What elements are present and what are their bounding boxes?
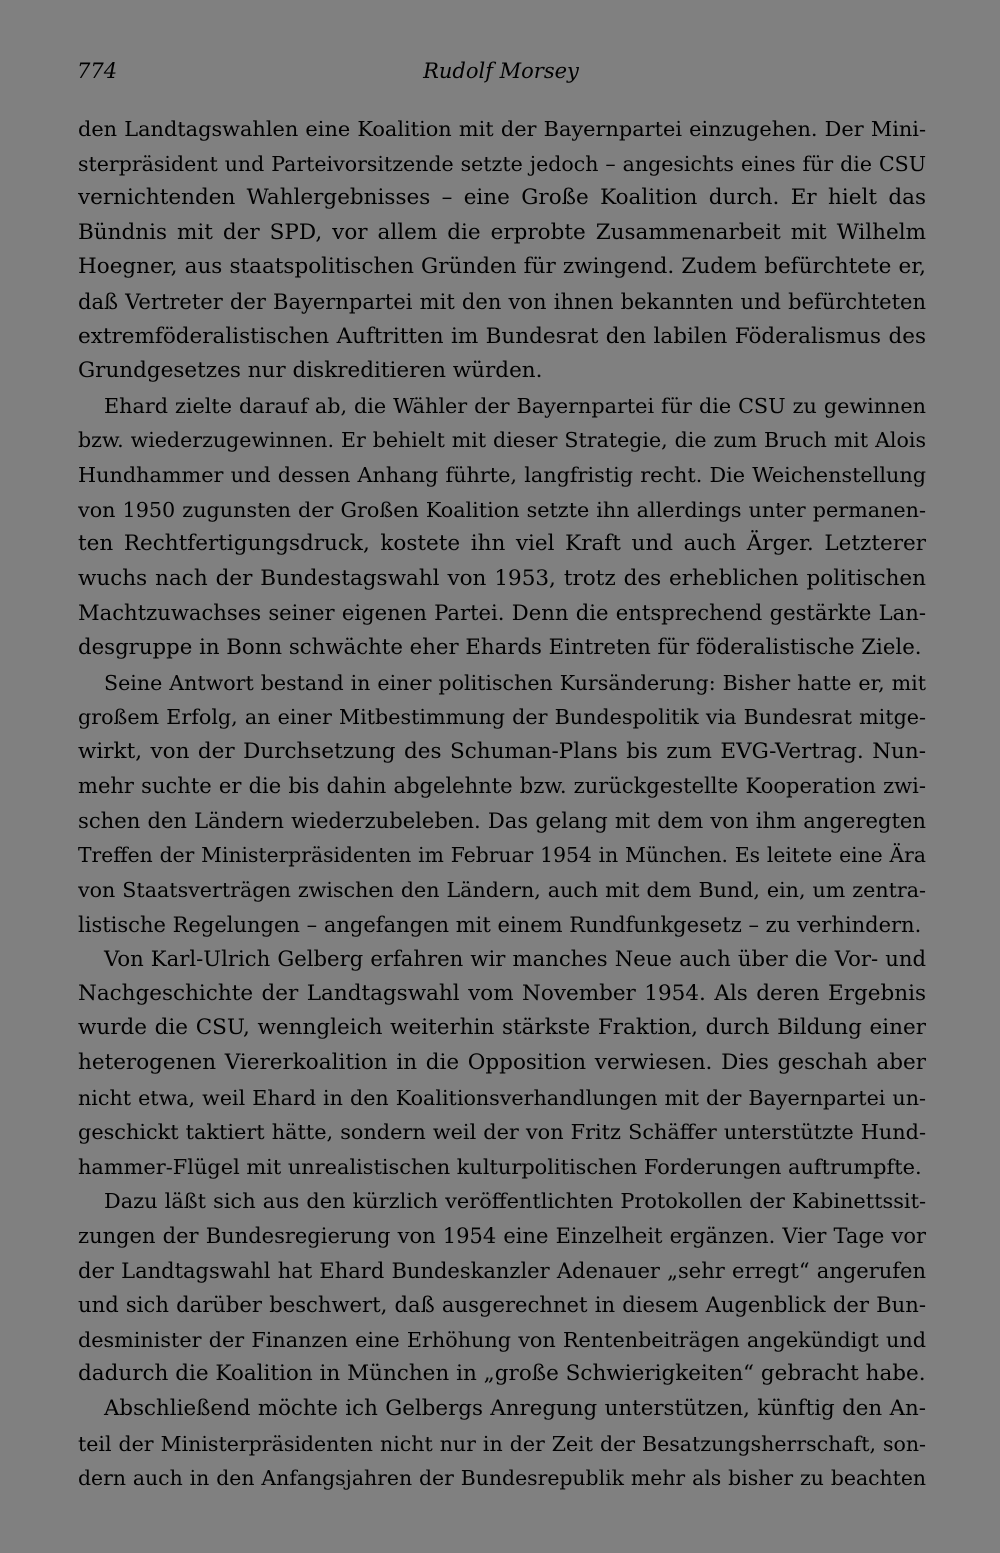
text-line: von 1950 zugunsten der Großen Koalition setzte ihn allerdings unter permanen- <box>78 497 926 522</box>
text-line: wurde die CSU, wenngleich weiterhin stärkste Fraktion, durch Bildung einer <box>78 1015 926 1041</box>
text-line: extremföderalistischen Auftritten im Bundesrat den labilen Föderalismus des <box>78 323 926 349</box>
text-line: nicht etwa, weil Ehard in den Koalitionsverhandlungen mit der Bayernpartei un- <box>78 1085 926 1110</box>
text-line: Dazu läßt sich aus den kürzlich veröffentlichten Protokollen der Kabinettssit- <box>104 1189 926 1214</box>
text-line: der Landtagswahl hat Ehard Bundeskanzler Adenauer „sehr erregt“ angerufen <box>78 1258 926 1283</box>
text-line: geschickt taktiert hätte, sondern weil der von Fritz Schäffer unterstützte Hund- <box>78 1120 926 1145</box>
text-line: von Staatsverträgen zwischen den Ländern, auch mit dem Bund, ein, um zentra- <box>78 878 926 903</box>
text-line: desgruppe in Bonn schwächte eher Ehards Eintreten für föderalistische Ziele. <box>78 634 922 660</box>
text-line: wirkt, von der Durchsetzung des Schuman-Plans bis zum EVG-Vertrag. Nun- <box>78 738 926 764</box>
text-line: und sich darüber beschwert, daß ausgerechnet in diesem Augenblick der Bun- <box>78 1292 926 1318</box>
text-line: Treffen der Ministerpräsidenten im Februar 1954 in München. Es leitete eine Ära <box>78 843 926 868</box>
text-line: heterogenen Viererkoalition in die Opposition verwiesen. Dies geschah aber <box>78 1050 926 1076</box>
text-line: großem Erfolg, an einer Mitbestimmung der Bundespolitik via Bundesrat mitge- <box>78 705 926 730</box>
text-line: wuchs nach der Bundestagswahl von 1953, trotz des erheblichen politischen <box>78 565 926 591</box>
text-line: desminister der Finanzen eine Erhöhung von Rentenbeiträgen angekündigt und <box>78 1327 926 1352</box>
text-line: zungen der Bundesregierung von 1954 eine Einzelheit ergänzen. Vier Tage vor <box>78 1223 926 1248</box>
text-line: dadurch die Koalition in München in „große Schwierigkeiten“ gebracht habe. <box>78 1361 926 1387</box>
text-line: hammer-Flügel mit unrealistischen kulturpolitischen Forderungen auftrumpfte. <box>78 1154 922 1179</box>
body-text <box>78 112 926 1496</box>
text-line: Machtzuwachses seiner eigenen Partei. Denn die entsprechend gestärkte Lan- <box>78 600 926 626</box>
text-line: Nachgeschichte der Landtagswahl vom November 1954. Als deren Ergebnis <box>78 980 926 1006</box>
running-head: Rudolf Morsey <box>423 59 579 83</box>
text-line: teil der Ministerpräsidenten nicht nur in der Zeit der Besatzungsherrschaft, son- <box>78 1431 926 1456</box>
text-line: Hoegner, aus staatspolitischen Gründen für zwingend. Zudem befürchtete er, <box>78 254 926 280</box>
text-line: Hundhammer und dessen Anhang führte, langfristig recht. Die Weichenstellung <box>78 462 926 487</box>
text-line: bzw. wiederzugewinnen. Er behielt mit dieser Strategie, die zum Bruch mit Alois <box>78 428 926 453</box>
page-header <box>77 54 925 88</box>
text-line: vernichtenden Wahlergebnisses – eine Große Koalition durch. Er hielt das <box>78 185 926 211</box>
text-line: Grundgesetzes nur diskreditieren würden. <box>78 358 543 384</box>
text-line: dern auch in den Anfangsjahren der Bundesrepublik mehr als bisher zu beachten <box>78 1466 926 1491</box>
text-line: Bündnis mit der SPD, vor allem die erprobte Zusammenarbeit mit Wilhelm <box>78 219 926 245</box>
text-line: schen den Ländern wiederzubeleben. Das gelang mit dem von ihm angeregten <box>78 807 926 833</box>
text-line: Seine Antwort bestand in einer politischen Kursänderung: Bisher hatte er, mit <box>104 670 926 695</box>
text-line: daß Vertreter der Bayernpartei mit den von ihnen bekannten und befürchteten <box>78 288 926 314</box>
page-number: 774 <box>77 59 118 83</box>
text-line: Abschließend möchte ich Gelbergs Anregung unterstützen, künftig den An- <box>104 1395 926 1421</box>
text-line: Von Karl-Ulrich Gelberg erfahren wir manches Neue auch über die Vor- und <box>104 946 926 972</box>
text-line: ten Rechtfertigungsdruck, kostete ihn viel Kraft und auch Ärger. Letzterer <box>78 531 926 557</box>
text-line: Ehard zielte darauf ab, die Wähler der Bayernpartei für die CSU zu gewinnen <box>104 393 926 418</box>
text-line: den Landtagswahlen eine Koalition mit der Bayernpartei einzugehen. Der Mini- <box>78 117 926 141</box>
text-line: listische Regelungen – angefangen mit einem Rundfunkgesetz – zu verhindern. <box>78 911 922 937</box>
text-line: mehr suchte er die bis dahin abgelehnte bzw. zurückgestellte Kooperation zwi- <box>78 773 926 799</box>
text-line: sterpräsident und Parteivorsitzende setzte jedoch – angesichts eines für die CSU <box>78 151 926 176</box>
